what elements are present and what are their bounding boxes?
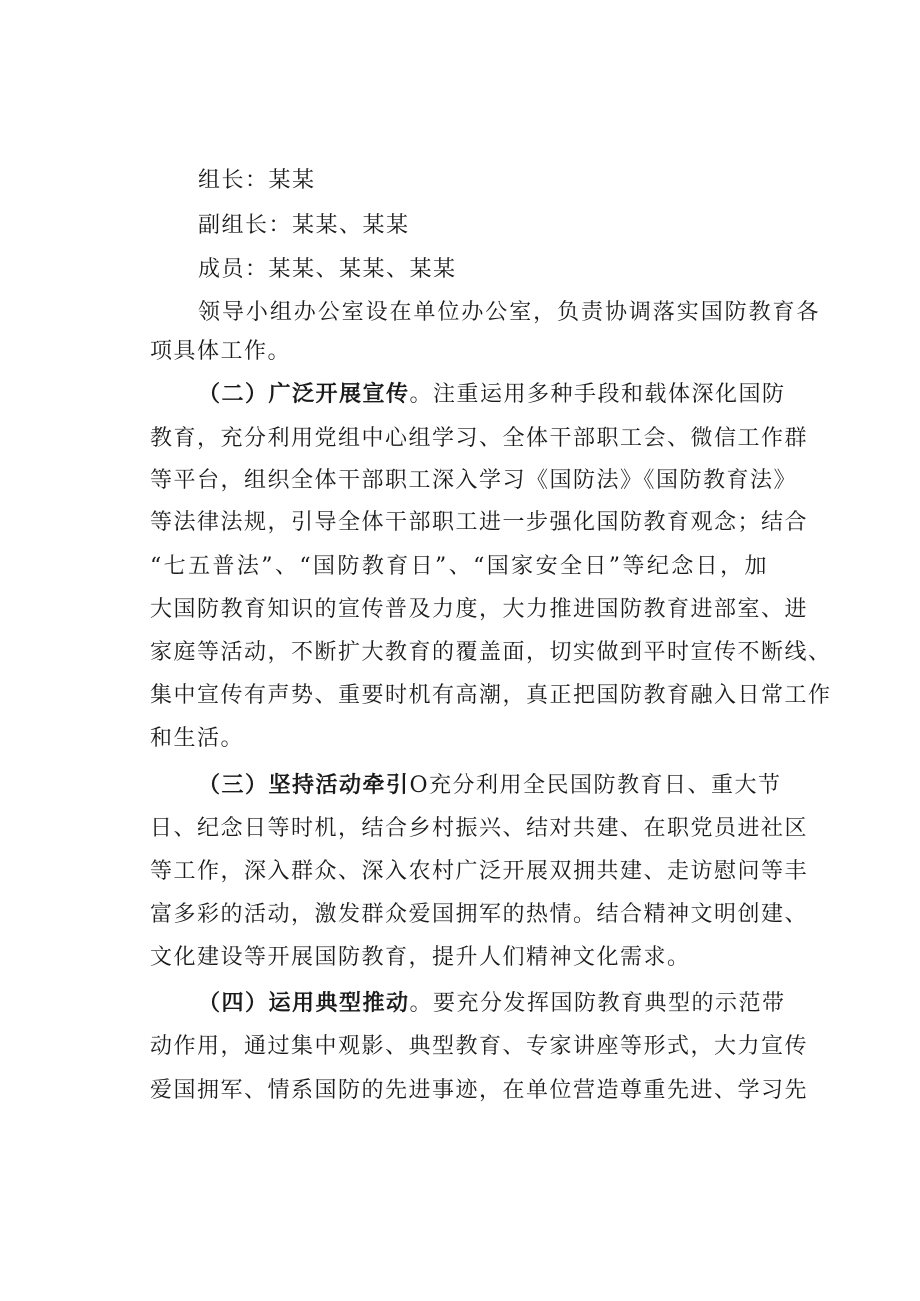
section4-first-line bbox=[198, 989, 786, 1019]
section4-heading: （四）运用典型推动 bbox=[198, 991, 410, 1016]
office-line-1: 领导小组办公室设在单位办公室，负责协调落实国防教育各 bbox=[198, 300, 820, 325]
section3-line: 日、纪念日等时机，结合乡村振兴、结对共建、在职党员进社区 bbox=[150, 816, 809, 841]
section4-line: 动作用，通过集中观影、典型教育、专家讲座等形式，大力宣传 bbox=[150, 1034, 809, 1059]
section2-first-line bbox=[198, 380, 786, 410]
section2-line: 等平台，组织全体干部职工深入学习《国防法》《国防教育法》 bbox=[150, 468, 798, 493]
section3-line: 富多彩的活动，激发群众爱国拥军的热情。结合精神文明创建、 bbox=[150, 902, 809, 927]
section3-first-line bbox=[198, 771, 782, 801]
leader-line: 组长：某某 bbox=[198, 168, 316, 193]
section2-line: 集中宣传有声势、重要时机有高潮，真正把国防教育融入日常工作 bbox=[150, 683, 832, 708]
section3-first-line-rest: O充分利用全民国防教育日、重大节 bbox=[409, 773, 782, 798]
section2-line: “七五普法”、“国防教育日”、“国家安全日”等纪念日，加 bbox=[150, 554, 768, 579]
section2-line: 等法律法规，引导全体干部职工进一步强化国防教育观念；结合 bbox=[150, 510, 809, 535]
section3-heading: （三）坚持活动牵引 bbox=[198, 773, 410, 798]
section2-first-line-rest: 。注重运用多种手段和载体深化国防 bbox=[409, 382, 786, 407]
section2-line: 家庭等活动，不断扩大教育的覆盖面，切实做到平时宣传不断线、 bbox=[150, 640, 832, 665]
office-line-2: 项具体工作。 bbox=[150, 339, 292, 364]
deputy-leader-line: 副组长：某某、某某 bbox=[198, 213, 410, 238]
members-line: 成员：某某、某某、某某 bbox=[198, 257, 457, 282]
section2-line: 和生活。 bbox=[150, 726, 245, 751]
section4-line: 爱国拥军、情系国防的先进事迹，在单位营造尊重先进、学习先 bbox=[150, 1078, 809, 1103]
section4-first-line-rest: 。要充分发挥国防教育典型的示范带 bbox=[409, 991, 786, 1016]
section2-heading: （二）广泛开展宣传 bbox=[198, 382, 410, 407]
section2-line: 教育，充分利用党组中心组学习、全体干部职工会、微信工作群 bbox=[150, 426, 809, 451]
section3-line: 文化建设等开展国防教育，提升人们精神文化需求。 bbox=[150, 945, 691, 970]
section3-line: 等工作，深入群众、深入农村广泛开展双拥共建、走访慰问等丰 bbox=[150, 859, 809, 884]
section2-line: 大国防教育知识的宣传普及力度，大力推进国防教育进部室、进 bbox=[150, 597, 809, 622]
